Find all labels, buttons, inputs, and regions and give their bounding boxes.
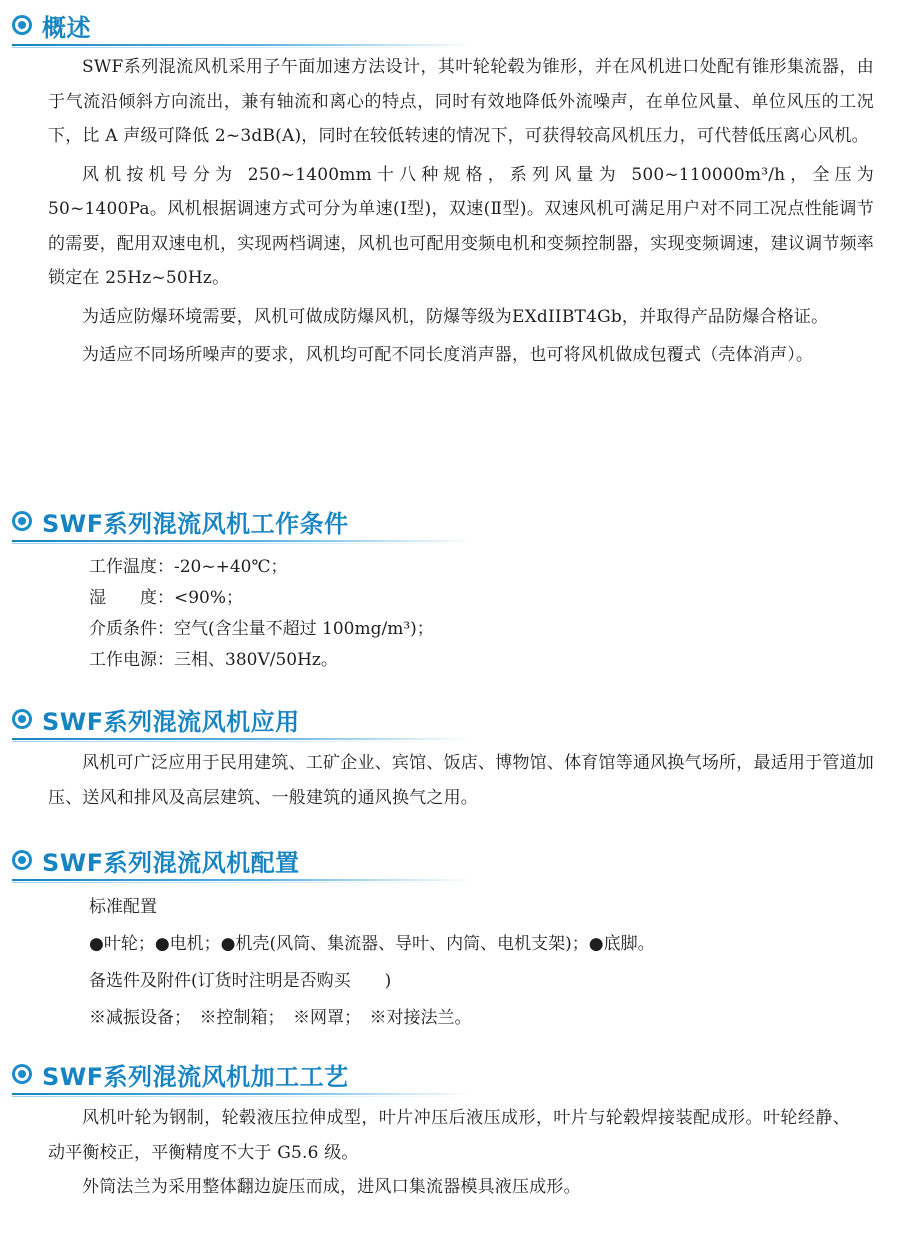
paragraph: 为适应不同场所噪声的要求，风机均可配不同长度消声器，也可将风机做成包覆式（壳体消声）。 bbox=[82, 345, 814, 365]
circle-bullet-icon bbox=[12, 1064, 32, 1084]
paragraph: 风机叶轮为钢制，轮毂液压拉伸成型，叶片冲压后液压成形，叶片与轮毂焊接装配成形。叶轮经静、动平衡校正，平衡精度不大于 G5.6 级。 bbox=[48, 1108, 850, 1163]
section-heading bbox=[0, 504, 910, 538]
section-title: 概述 bbox=[42, 13, 91, 42]
circle-bullet-icon bbox=[12, 850, 32, 870]
section-heading bbox=[0, 702, 910, 736]
paragraph: 风机可广泛应用于民用建筑、工矿企业、宾馆、饭店、博物馆、体育馆等通风换气场所，最适用于管道加压、送风和排风及高层建筑、一般建筑的通风换气之用。 bbox=[48, 753, 874, 808]
section-application bbox=[0, 702, 910, 815]
paragraph: SWF系列混流风机采用子午面加速方法设计，其叶轮轮毂为锥形，并在风机进口处配有锥形集流器，由于气流沿倾斜方向流出，兼有轴流和离心的特点，同时有效地降低外流噪声，在单位风量、单位风压的工况下，比 A 声级可降低 2~3dB(A)，同时在较低转速的情况下，可获得较高风机压力，可代替低压离心风机。 bbox=[48, 57, 874, 146]
section-configuration bbox=[0, 843, 910, 1037]
config-item: ※减振设备； ※控制箱； ※网罩； ※对接法兰。 bbox=[89, 1008, 472, 1028]
condition-item: 工作电源：三相、380V/50Hz。 bbox=[89, 650, 338, 670]
section-heading bbox=[0, 843, 910, 877]
section-heading bbox=[0, 8, 910, 42]
circle-bullet-icon bbox=[12, 709, 32, 729]
circle-bullet-icon bbox=[12, 511, 32, 531]
section-processing bbox=[0, 1057, 910, 1205]
paragraph: 为适应防爆环境需要，风机可做成防爆风机，防爆等级为EXdIIBT4Gb，并取得产品防爆合格证。 bbox=[82, 306, 829, 327]
circle-bullet-icon bbox=[12, 15, 32, 35]
heading-underline bbox=[12, 44, 472, 46]
section-title: SWF系列混流风机工作条件 bbox=[42, 509, 349, 538]
heading-underline bbox=[12, 540, 472, 542]
paragraph: 风机按机号分为 250~1400mm十八种规格，系列风量为 500~110000m³/h，全压为 50~1400Pa。风机根据调速方式可分为单速(Ⅰ型)，双速(Ⅱ型)。双速风机可满足用户对不同工况点性能调节的需要，配用双速电机，实现两档调速，风机也可配用变频电机和变频控制器，实现变频调速，建议调节频率锁定在 25Hz~50Hz。 bbox=[48, 164, 874, 288]
condition-item: 工作温度：-20~+40℃； bbox=[89, 557, 288, 577]
condition-item: 湿 度：<90%； bbox=[89, 588, 244, 608]
paragraph: 外筒法兰为采用整体翻边旋压而成，进风口集流器模具液压成形。 bbox=[82, 1177, 581, 1197]
config-item: 备选件及附件(订货时注明是否购买 ) bbox=[89, 971, 392, 991]
section-title: SWF系列混流风机加工工艺 bbox=[42, 1062, 349, 1091]
config-item: ●叶轮；●电机；●机壳(风筒、集流器、导叶、内筒、电机支架)；●底脚。 bbox=[89, 934, 655, 954]
config-item: 标准配置 bbox=[89, 897, 157, 917]
heading-underline bbox=[12, 1093, 472, 1095]
section-heading bbox=[0, 1057, 910, 1091]
section-title: SWF系列混流风机应用 bbox=[42, 707, 300, 736]
heading-underline bbox=[12, 738, 472, 740]
condition-item: 介质条件：空气(含尘量不超过 100mg/m³)； bbox=[89, 619, 434, 639]
section-title: SWF系列混流风机配置 bbox=[42, 848, 300, 877]
heading-underline bbox=[12, 879, 472, 881]
section-overview bbox=[0, 8, 910, 373]
section-working-conditions bbox=[0, 504, 910, 676]
